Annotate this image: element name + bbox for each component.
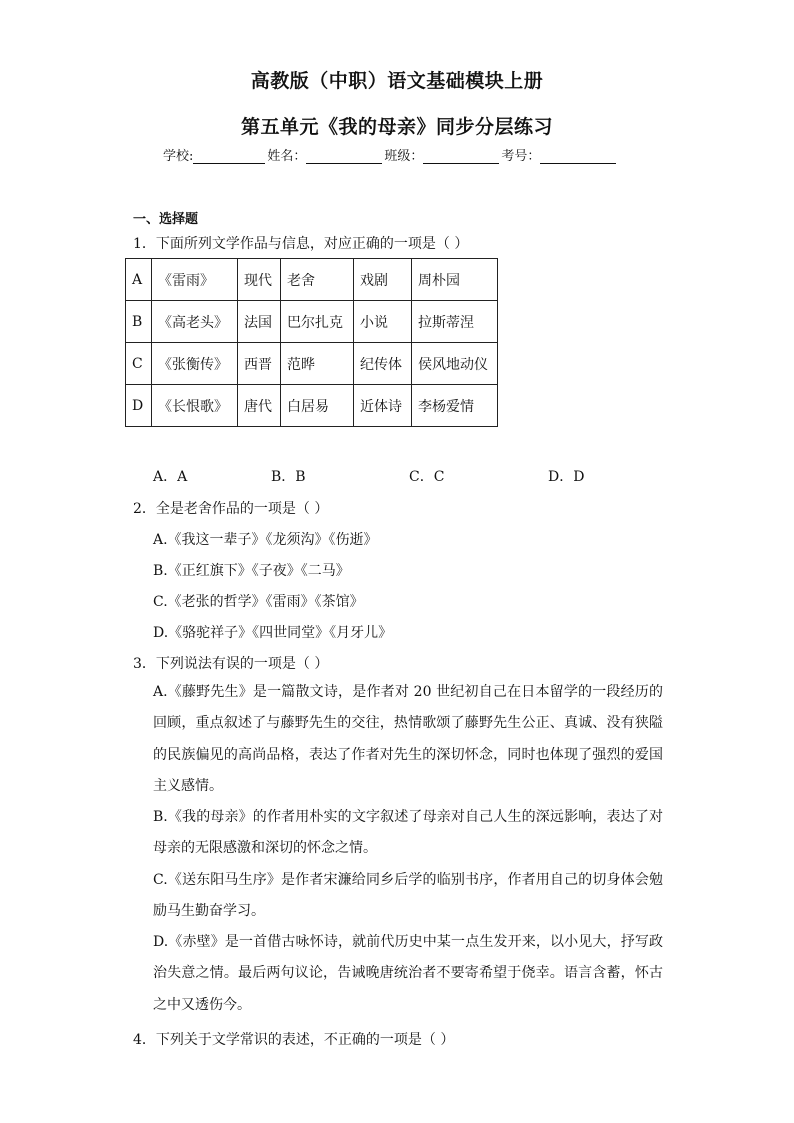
table-row xyxy=(126,385,498,427)
table-cell: C xyxy=(126,343,152,385)
table-row xyxy=(126,343,498,385)
option-b[interactable]: B.《我的母亲》的作者用朴实的文字叙述了母亲对自己人生的深远影响，表达了对母亲的无限感激和深切的怀念之情。 xyxy=(153,809,663,857)
question-1-options xyxy=(153,466,713,484)
table-cell: B xyxy=(126,301,152,343)
option-a[interactable]: A．A xyxy=(153,469,188,485)
question-1-table xyxy=(125,258,498,427)
table-cell: 拉斯蒂涅 xyxy=(412,301,498,343)
question-3-stem: 3．下列说法有误的一项是（ ） xyxy=(133,656,329,672)
table-cell: 老舍 xyxy=(281,259,354,301)
school-blank xyxy=(193,149,265,164)
option-d[interactable]: D.《赤壁》是一首借古咏怀诗，就前代历史中某一点生发开来，以小见大，抒写政治失意之情。最后两句议论，告诫晚唐统治者不要寄希望于侥幸。语言含蓄，怀古之中又透伤今。 xyxy=(153,934,663,1013)
table-cell: 近体诗 xyxy=(354,385,412,427)
table-cell: 戏剧 xyxy=(354,259,412,301)
page-title: 高教版（中职）语文基础模块上册 xyxy=(250,70,544,92)
student-info-line xyxy=(163,145,618,164)
table-cell: 巴尔扎克 xyxy=(281,301,354,343)
table-cell: 侯风地动仪 xyxy=(412,343,498,385)
table-cell: 《张衡传》 xyxy=(152,343,238,385)
table-cell: 《雷雨》 xyxy=(152,259,238,301)
table-cell: 纪传体 xyxy=(354,343,412,385)
table-cell: A xyxy=(126,259,152,301)
table-cell: 唐代 xyxy=(238,385,281,427)
table-cell: D xyxy=(126,385,152,427)
exam-no-label: 考号： xyxy=(501,149,541,164)
option-d[interactable]: D.《骆驼祥子》《四世同堂》《月牙儿》 xyxy=(153,625,393,641)
name-blank xyxy=(306,149,382,164)
option-c[interactable]: C.《送东阳马生序》是作者宋濂给同乡后学的临别书序，作者用自己的切身体会勉励马生勤奋学习。 xyxy=(153,872,663,920)
table-cell: 小说 xyxy=(354,301,412,343)
name-label: 姓名： xyxy=(267,149,307,164)
section-heading: 一、选择题 xyxy=(133,212,199,227)
option-a[interactable]: A.《我这一辈子》《龙须沟》《伤逝》 xyxy=(153,532,378,548)
page-subtitle: 第五单元《我的母亲》同步分层练习 xyxy=(240,116,553,138)
option-b[interactable]: B.《正红旗下》《子夜》《二马》 xyxy=(153,563,350,579)
table-cell: 范晔 xyxy=(281,343,354,385)
table-row xyxy=(126,301,498,343)
class-label: 班级： xyxy=(384,149,424,164)
option-a[interactable]: A.《藤野先生》是一篇散文诗，是作者对 20 世纪初自己在日本留学的一段经历的回顾，重点叙述了与藤野先生的交往，热情歌颂了藤野先生公正、真诚、没有狭隘的民族偏见的高尚品格，表达了作者对先生的深切怀念，同时也体现了强烈的爱国主义感情。 xyxy=(153,684,663,795)
option-c[interactable]: C.《老张的哲学》《雷雨》《茶馆》 xyxy=(153,594,364,610)
table-cell: 周朴园 xyxy=(412,259,498,301)
option-b[interactable]: B．B xyxy=(271,469,306,485)
question-4-stem: 4．下列关于文学常识的表述，不正确的一项是（ ） xyxy=(133,1032,455,1048)
table-cell: 白居易 xyxy=(281,385,354,427)
table-cell: 《长恨歌》 xyxy=(152,385,238,427)
table-cell: 法国 xyxy=(238,301,281,343)
option-c[interactable]: C．C xyxy=(409,469,445,485)
question-1-stem: 1．下面所列文学作品与信息，对应正确的一项是（ ） xyxy=(133,236,469,252)
question-2-stem: 2．全是老舍作品的一项是（ ） xyxy=(133,501,329,517)
school-label: 学校: xyxy=(163,149,194,164)
table-cell: 《高老头》 xyxy=(152,301,238,343)
class-blank xyxy=(423,149,499,164)
table-cell: 现代 xyxy=(238,259,281,301)
option-d[interactable]: D．D xyxy=(548,469,585,485)
exam-no-blank xyxy=(540,149,616,164)
table-row xyxy=(126,259,498,301)
table-cell: 李杨爱情 xyxy=(412,385,498,427)
table-cell: 西晋 xyxy=(238,343,281,385)
